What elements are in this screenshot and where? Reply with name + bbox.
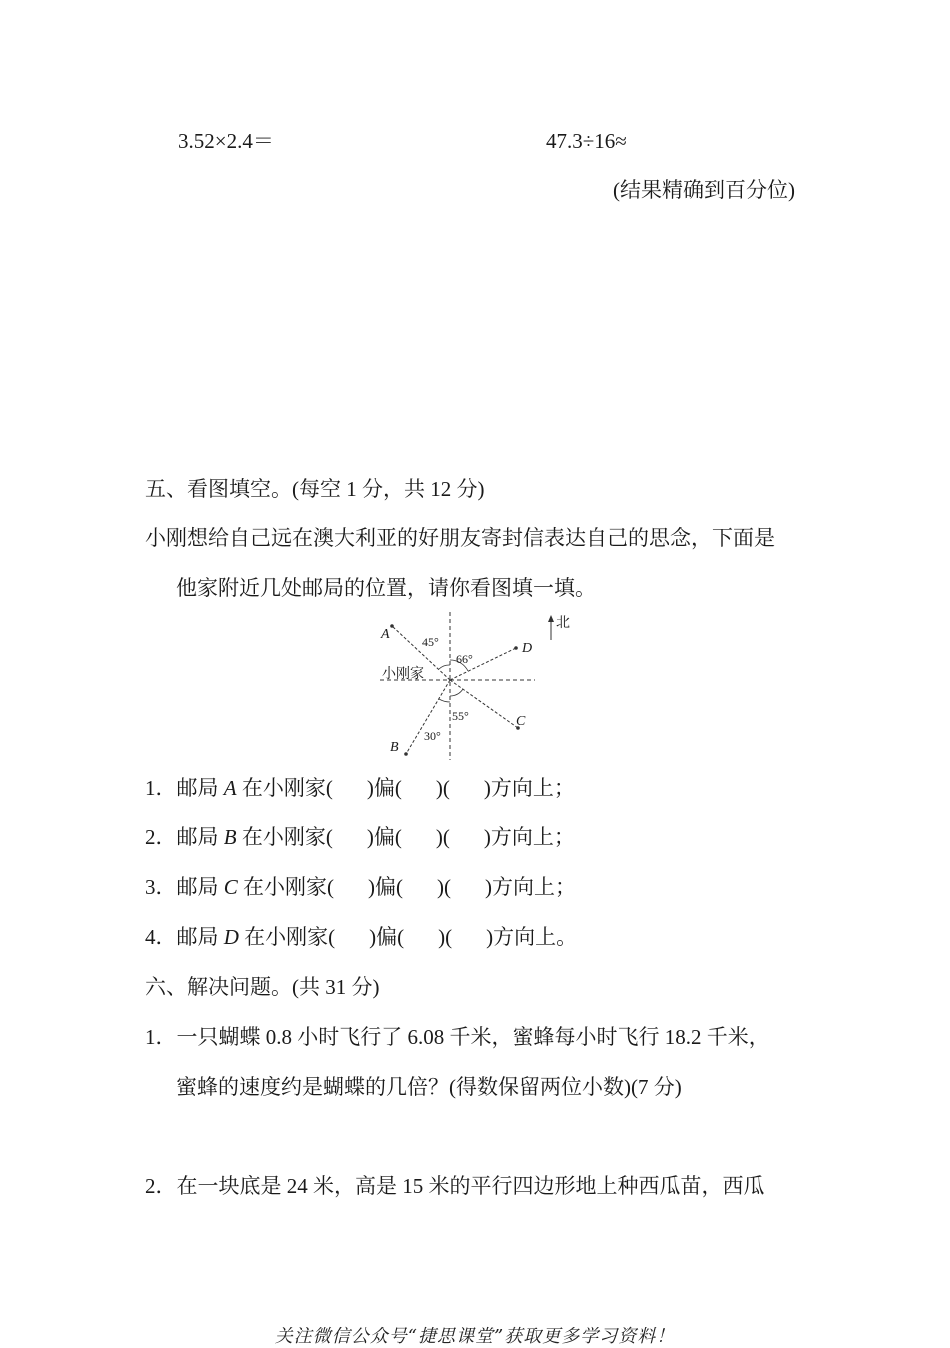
item-number: 2． <box>145 825 177 849</box>
item-p1: )偏( <box>368 875 404 899</box>
arc-30 <box>439 699 450 702</box>
item-mid: 在小刚家( <box>244 925 336 949</box>
item-p1: )偏( <box>369 925 405 949</box>
north-arrow-head <box>548 615 554 622</box>
point-b <box>404 752 408 756</box>
item-prefix: 邮局 <box>176 825 219 849</box>
point-d <box>514 646 518 650</box>
question2-line1: 2．在一块底是 24 米，高是 15 米的平行四边形地上种西瓜苗，西瓜 <box>145 1174 765 1198</box>
section5-title: 五、看图填空。(每空 1 分，共 12 分) <box>145 477 485 501</box>
fill-item <box>145 827 575 848</box>
item-p2: )( <box>437 875 452 899</box>
angle-c-label: 55° <box>452 709 469 723</box>
calc-expression-1: 3.52×2.4＝ <box>178 129 274 153</box>
point-b-label: B <box>390 740 399 755</box>
question1-line1: 1．一只蝴蝶 0.8 小时飞行了 6.08 千米，蜜蜂每小时飞行 18.2 千米， <box>145 1025 770 1049</box>
question1-line2: 蜜蜂的速度约是蝴蝶的几倍？(得数保留两位小数)(7 分) <box>176 1075 682 1099</box>
item-number: 3． <box>145 875 177 899</box>
item-end: )方向上； <box>485 875 577 899</box>
precision-note: (结果精确到百分位) <box>613 178 795 202</box>
item-mid: 在小刚家( <box>241 825 333 849</box>
item-p2: )( <box>435 776 450 800</box>
item-end: )方向上。 <box>486 925 578 949</box>
item-end: )方向上； <box>483 776 575 800</box>
fill-item <box>145 877 576 898</box>
arc-45 <box>439 665 450 669</box>
item-p1: )偏( <box>366 825 402 849</box>
item-p1: )偏( <box>366 776 402 800</box>
item-number: 1． <box>145 776 177 800</box>
item-mid: 在小刚家( <box>243 875 335 899</box>
fill-item <box>145 927 577 948</box>
point-c-label: C <box>516 714 526 729</box>
footer-promo: 关注微信公众号“捷思课堂”获取更多学习资料！ <box>274 1326 676 1347</box>
item-prefix: 邮局 <box>176 776 219 800</box>
item-p2: )( <box>438 925 453 949</box>
point-d-label: D <box>522 641 533 656</box>
item-prefix: 邮局 <box>176 925 219 949</box>
item-number: 4． <box>145 925 177 949</box>
fill-item <box>145 778 575 799</box>
point-a <box>390 624 394 628</box>
north-label: 北 <box>556 616 570 631</box>
item-p2: )( <box>435 825 450 849</box>
item-letter: B <box>223 825 237 849</box>
item-prefix: 邮局 <box>176 875 219 899</box>
item-letter: A <box>223 776 237 800</box>
item-letter: C <box>223 875 238 899</box>
item-end: )方向上； <box>483 825 575 849</box>
direction-diagram <box>370 608 570 768</box>
angle-b-label: 30° <box>424 729 441 743</box>
angle-a-label: 45° <box>422 635 439 649</box>
item-mid: 在小刚家( <box>241 776 333 800</box>
section5-intro-line1: 小刚想给自己远在澳大利亚的好朋友寄封信表达自己的思念，下面是 <box>145 526 775 550</box>
calc-expression-2: 47.3÷16≈ <box>546 129 627 153</box>
arc-55 <box>450 689 463 696</box>
item-letter: D <box>223 925 239 949</box>
section5-intro-line2: 他家附近几处邮局的位置，请你看图填一填。 <box>176 576 596 600</box>
angle-d-label: 66° <box>456 652 473 666</box>
section6-title: 六、解决问题。(共 31 分) <box>145 975 380 999</box>
point-a-label: A <box>381 627 390 642</box>
home-label: 小刚家 <box>382 667 424 682</box>
